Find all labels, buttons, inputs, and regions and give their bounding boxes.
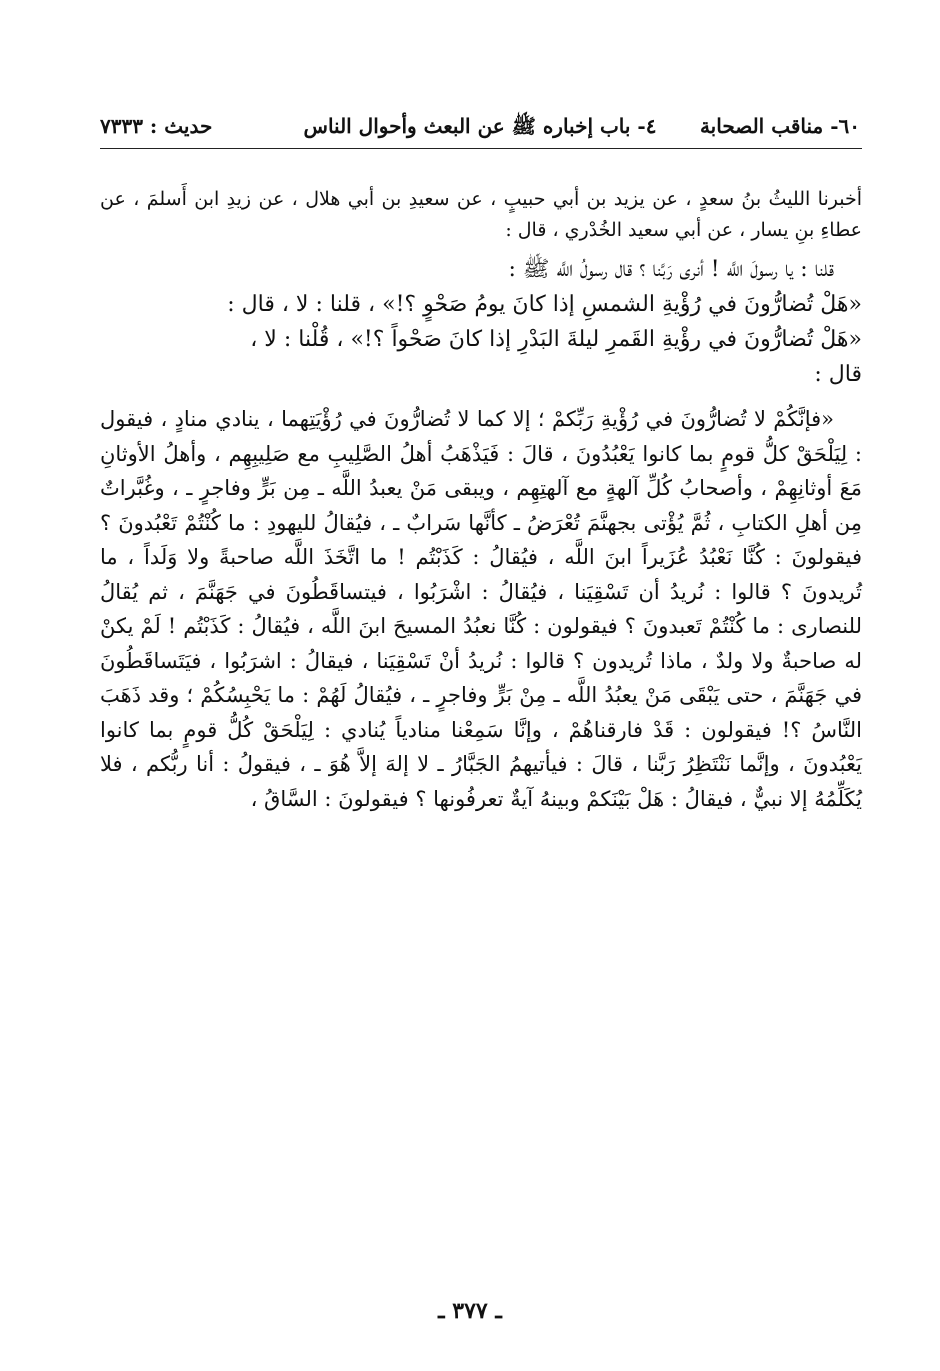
hadith-number: حديث : ٧٣٣٣: [100, 114, 213, 138]
header-rule: [100, 148, 862, 149]
dialogue-line: قلنا : يا رسولَ اللَّه ! أنرى رَبَّنا ؟ قال رسولُ اللَّه ﷺ :: [508, 257, 834, 282]
main-text: [100, 184, 862, 816]
dialogue-line: «هَلْ تُضارُّونَ في رؤْيةِ القَمرِ ليلةَ البَدْرِ إذا كانَ صَحْواً ؟!» ، قُلْنا : لا ،: [250, 327, 862, 352]
running-header: [100, 108, 860, 148]
dialogue-paragraph: [100, 252, 862, 392]
hadith-paragraph: [100, 402, 862, 816]
page-number: ـ ٣٧٧ ـ: [438, 1298, 502, 1324]
chapter-title: ٤- باب إخباره ﷺ عن البعث وأحوال الناس: [303, 114, 657, 138]
hadith-lead: «فإنَّكُمْ لا تُضارُّونَ في رُؤْيةِ رَبِّكمْ ؛ إلا كما لا تُضارُّونَ في رُؤْيَتِهما ،: [267, 407, 834, 431]
book-title: ٦٠- مناقب الصحابة: [699, 114, 860, 138]
hadith-body: ينادي منادٍ ، فيقول : لِيَلْحَقْ كلُّ قومٍ بما كانوا يَعْبُدُونَ ، قالَ : فَيَذْهَبُ أهلُ الصَّلِيبِ مع صَلِيبِهِم ، وأهلُ الأوثانِ مَعَ أوثانِهِمْ ، وأصحابُ كُلِّ آلهةٍ مع آلهتِهِم ، ويبقى مَنْ يعبدُ اللَّه ـ مِن بَرٍّ وفاجرٍ ـ ، وغُبَّراتٌ مِن أهلِ الكتابِ ، ثُمَّ يُؤْتى بجهنَّمَ تُعْرَضُ ـ كأنَّها سَرابٌ ـ ، فيُقالُ لليهودِ : ما كُنْتُمْ تَعْبُدونَ ؟ فيقولونَ : كُنَّا نَعْبُدُ عُزَيراً ابنَ اللَّه ، فيُقالُ : كَذَبْتُم ! ما اتَّخَذَ اللَّه صاحبةً ولا وَلَداً ، ما تُريدونَ ؟ قالوا : نُريدُ أن تَسْقِيَنا ، فيُقالُ : اشْرَبُوا ، فيتساقَطُونَ في جَهَنَّمَ ، ثم يُقالُ للنصارى : ما كُنْتُمْ تَعبدونَ ؟ فيقولون : كُنَّا نعبُدُ المسيحَ ابنَ اللَّه ، فيُقالُ : كَذَبْتُم ! لَمْ يكنْ له صاحبةٌ ولا ولدٌ ، ماذا تُريدون ؟ قالوا : نُريدُ أنْ تَسْقِيَنا ، فيقالُ : اشرَبُوا ، فيَتَساقَطُونَ في جَهَنَّمَ ، حتى يَبْقَى مَنْ يعبُدُ اللَّه ـ مِنْ بَرٍّ وفاجرٍ ـ ، فيُقالُ لَهُمْ : ما يَحْبِسُكُمْ ؛ وقد ذَهَبَ النَّاسُ ؟! فيقولون : قَدْ فارقناهُمْ ، وإنَّا سَمِعْنا منادياً يُنادي : لِيَلْحَقْ كُلُّ قومٍ بما كانوا يَعْبُدونَ ، وإنَّما نَنْتَظِرُ رَبَّنا ، قالَ : فيأتيهمُ الجَبَّارُ ـ لا إلهَ إلاَّ هُوَ ـ ، فيقولُ : أنا ربُّكم ، فلا يُكَلِّمُهُ إلا نبيٌّ ، فيقالُ : هَلْ بَيْنَكمْ وبينهُ آيةٌ تعرفُونها ؟ فيقولونَ : السَّاقُ ،: [100, 407, 862, 811]
isnad-paragraph: أخبرنا الليثُ بنُ سعدٍ ، عن يزيد بن أبي حبيبٍ ، عن سعيدِ بن أبي هلال ، عن زيدِ ابن أَسلمَ ، عن عطاءِ بنِ يسار ، عن أبي سعيد الخُدْري ، قال :: [100, 188, 862, 241]
dialogue-line: قال :: [814, 362, 862, 387]
dialogue-line: «هَلْ تُضارُّونَ في رُؤْيةِ الشمسِ إذا كانَ يومُ صَحْوٍ ؟!» ، قلنا : لا ، قال :: [227, 292, 862, 317]
